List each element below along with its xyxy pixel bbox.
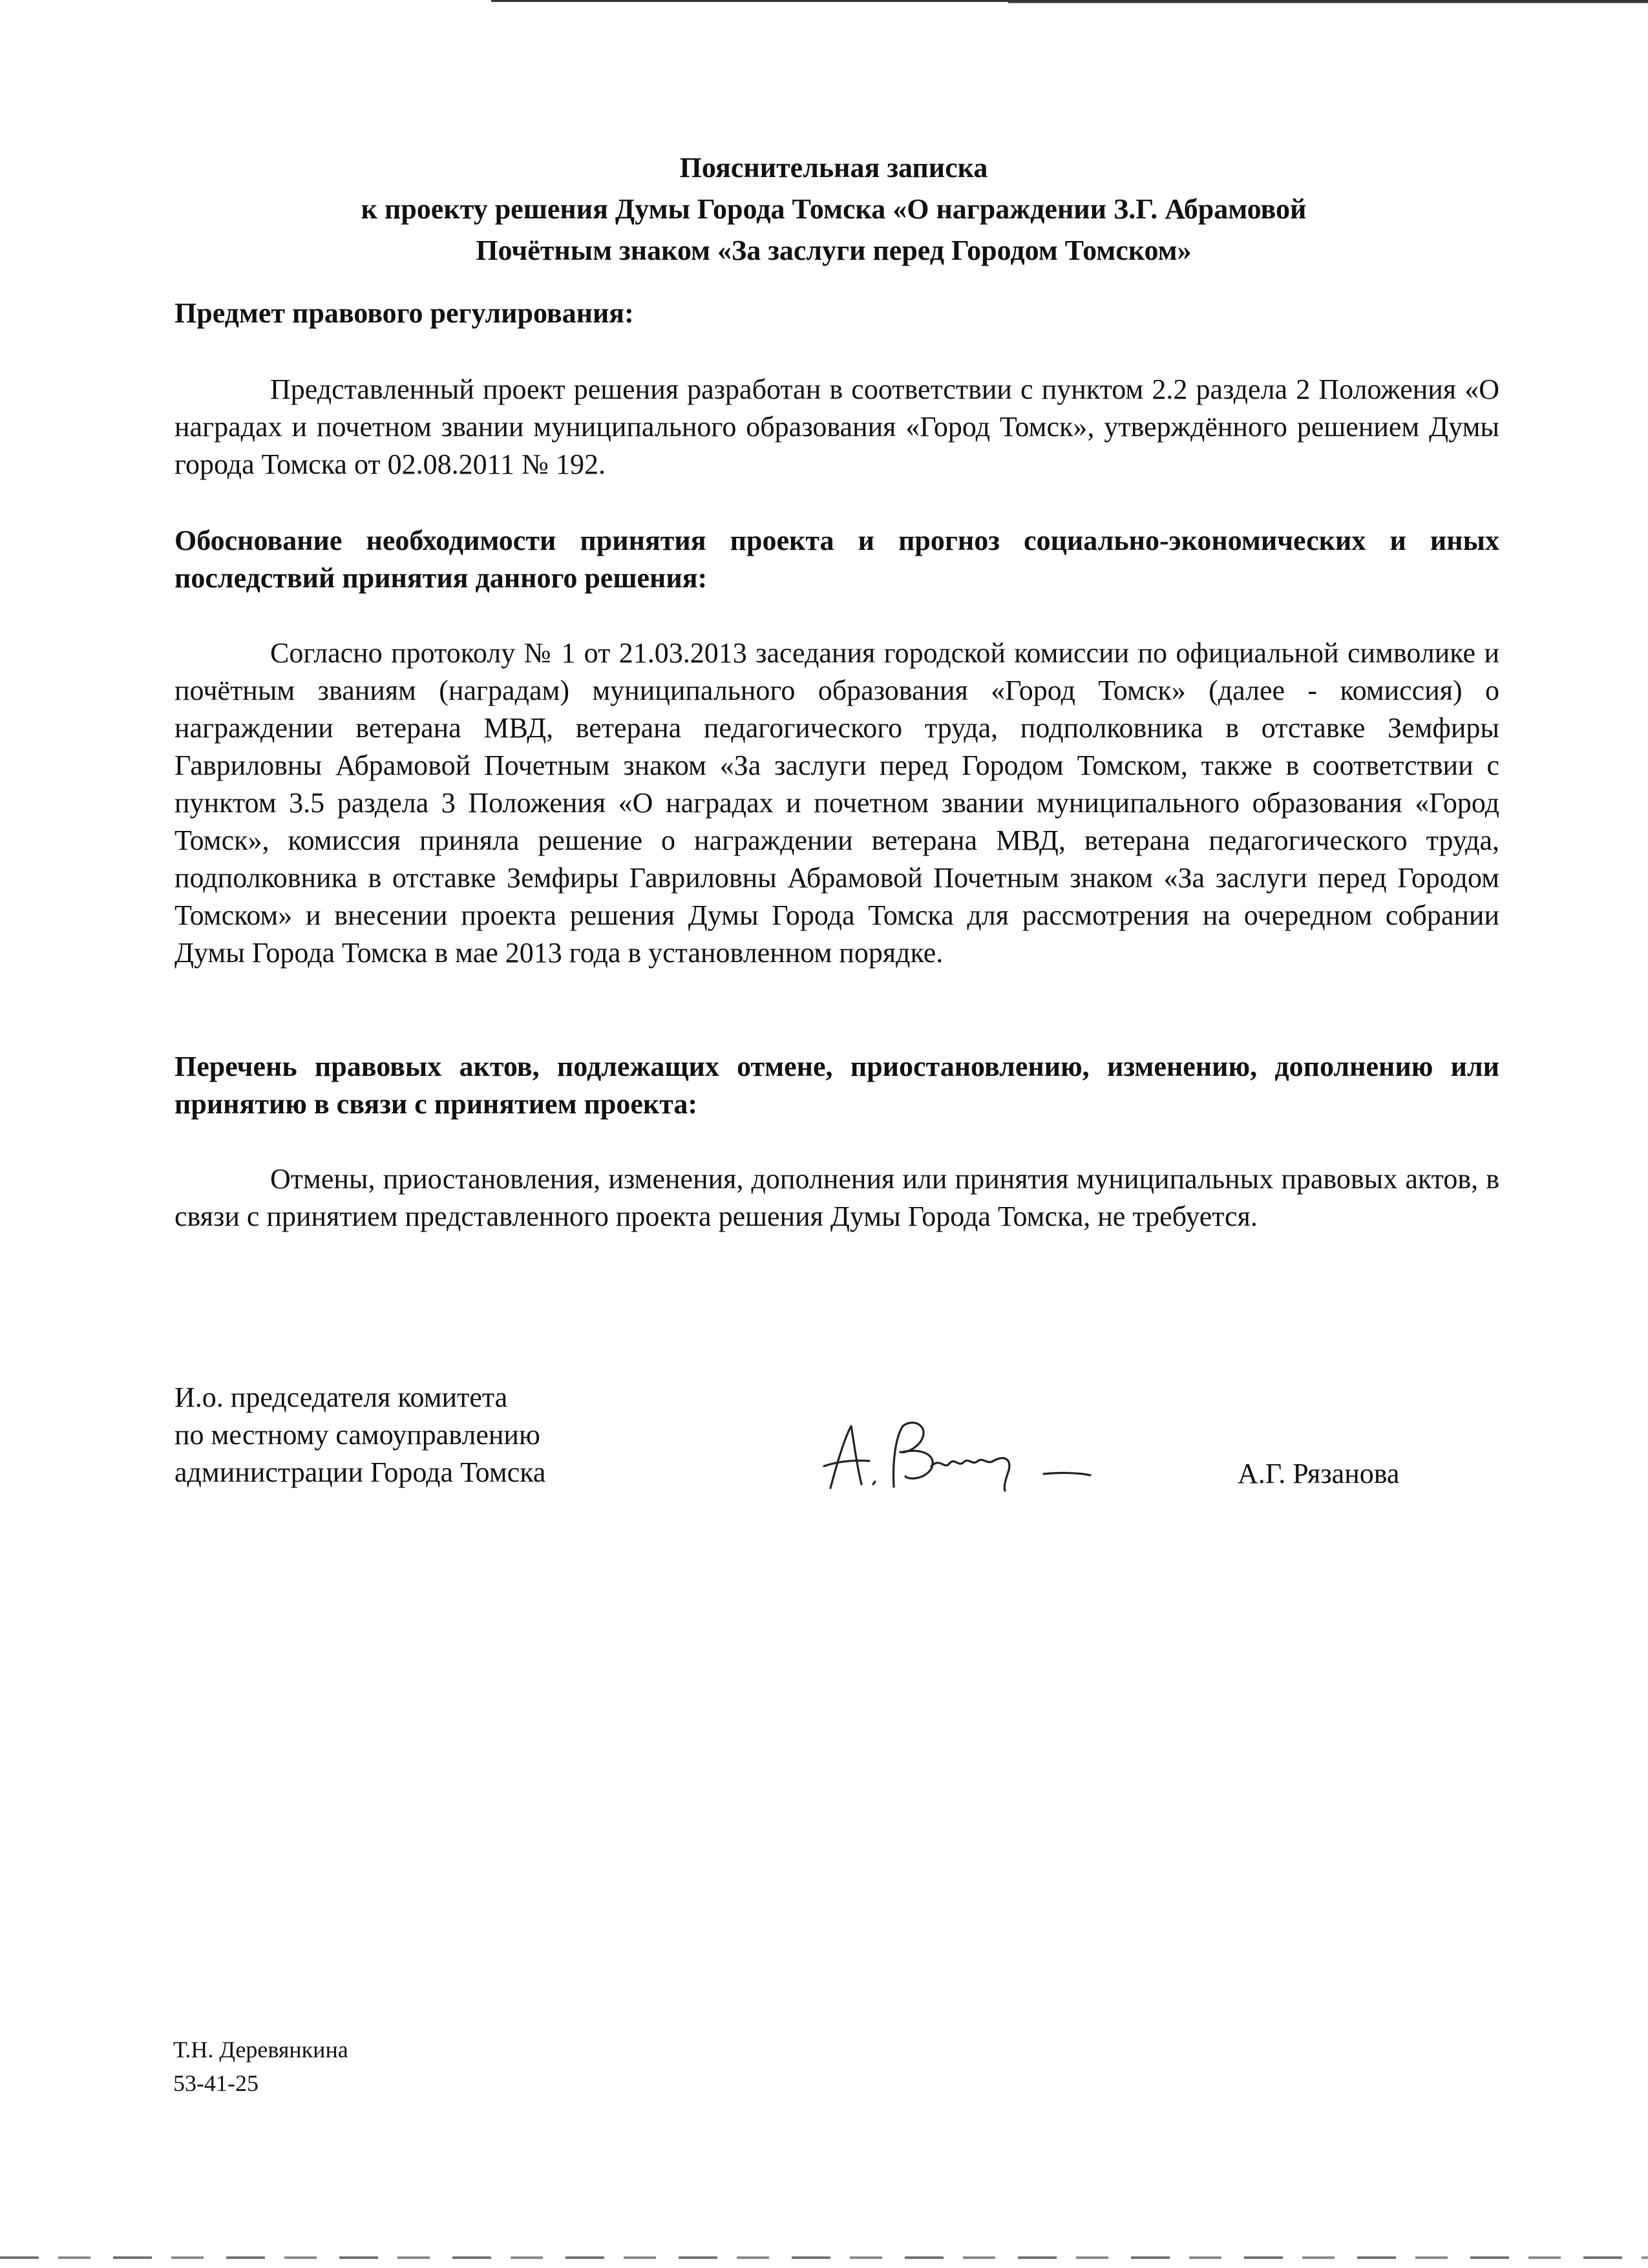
- title-line-2: к проекту решения Думы Города Томска «О награждении З.Г. Абрамовой: [361, 193, 1307, 225]
- executor-info: [173, 2033, 348, 2100]
- section-heading-justification: Обоснование необходимости принятия проекта и прогноз социально-экономических и иных последствий принятия данного решения:: [174, 525, 1499, 594]
- executor-phone: 53-41-25: [173, 2070, 259, 2096]
- section-text-subject: Представленный проект решения разработан в соответствии с пунктом 2.2 раздела 2 Положения «О наградах и почетном звании муниципального образования «Город Томск», утверждённого решением Думы города Томска от 02.08.2011 № 192.: [174, 373, 1499, 480]
- title-line-3: Почётным знаком «За заслуги перед Городом Томском»: [476, 235, 1192, 266]
- signatory-position: [174, 1379, 545, 1491]
- position-line-1: И.о. председателя комитета: [174, 1381, 508, 1413]
- position-line-3: администрации Города Томска: [174, 1456, 546, 1488]
- handwritten-signature-icon: [811, 1412, 1121, 1496]
- scan-edge-top-secondary: [1008, 2, 1648, 3]
- section-heading-subject: Предмет правового регулирования:: [174, 297, 634, 329]
- signer-name: А.Г. Рязанова: [1238, 1458, 1400, 1489]
- document-title: [171, 147, 1496, 271]
- section-heading-legal-acts: Перечень правовых актов, подлежащих отмене, приостановлению, изменению, дополнению или принятию в связи с принятием проекта:: [174, 1051, 1499, 1120]
- scan-edge-bottom: [0, 2256, 1648, 2259]
- section-text-justification: Согласно протоколу № 1 от 21.03.2013 заседания городской комиссии по официальной символике и почётным званиям (наградам) муниципального образования «Город Томск» (далее - комиссия) о награждении ветерана МВД, ветерана педагогического труда, подполковника в отставке Земфиры Гавриловны Абрамовой Почетным знаком «За заслуги перед Городом Томском, также в соответствии с пунктом 3.5 раздела 3 Положения «О наградах и почетном звании муниципального образования «Город Томск», комиссия приняла решение о награждении ветерана МВД, ветерана педагогического труда, подполковника в отставке Земфиры Гавриловны Абрамовой Почетным знаком «За заслуги перед Городом Томском» и внесении проекта решения Думы Города Томска для рассмотрения на очередном собрании Думы Города Томска в мае 2013 года в установленном порядке.: [174, 637, 1499, 969]
- section-text-legal-acts: Отмены, приостановления, изменения, дополнения или принятия муниципальных правовых актов, в связи с принятием представленного проекта решения Думы Города Томска, не требуется.: [174, 1163, 1499, 1232]
- executor-name: Т.Н. Деревянкина: [173, 2037, 348, 2063]
- position-line-2: по местному самоуправлению: [174, 1419, 540, 1451]
- title-line-1: Пояснительная записка: [679, 152, 988, 184]
